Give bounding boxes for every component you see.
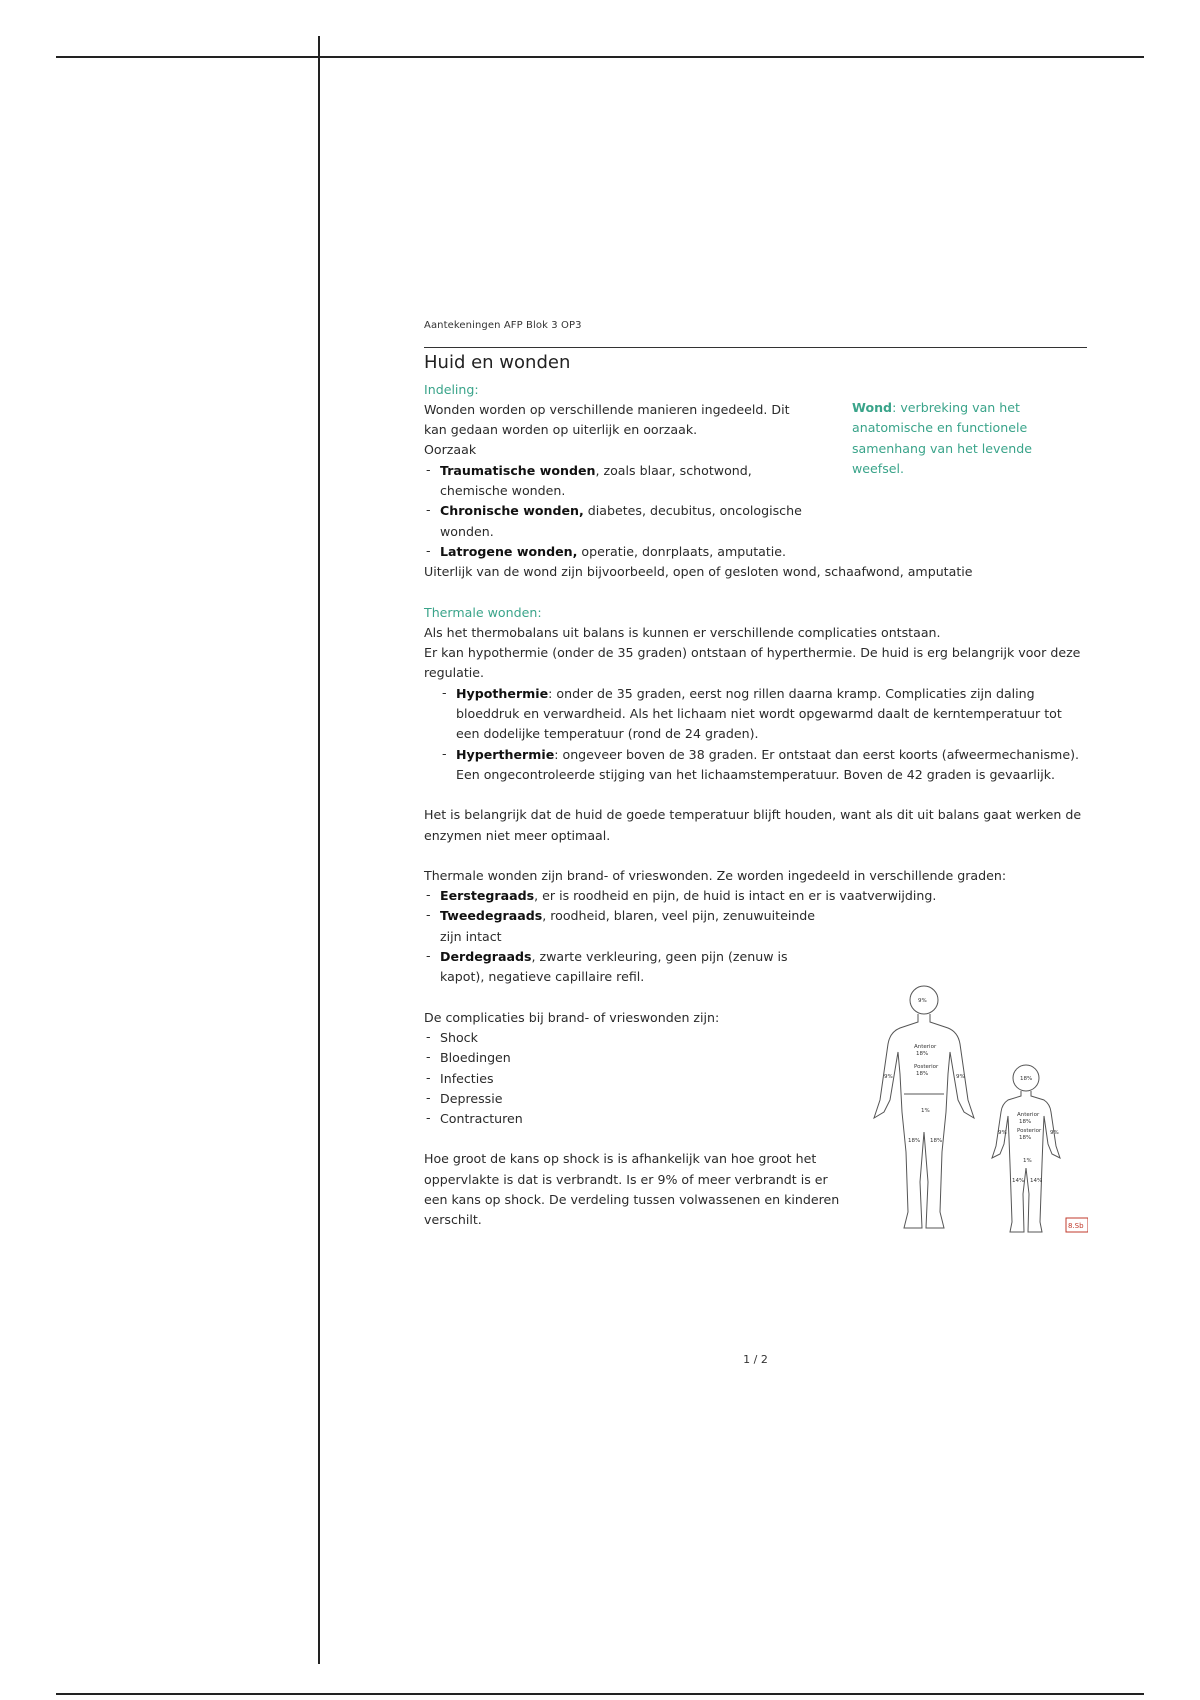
- definition-text: : verbreking van het anatomische en functionele samenhang van het levende weefsel.: [852, 400, 1032, 476]
- list-item: - Hyperthermie: ongeveer boven de 38 graden. Er ontstaat dan eerst koorts (afweermechanisme). Een ongecontroleerde stijging van het lichaamstemperatuur. Boven de 42 graden is gevaarlijk.: [424, 745, 1087, 786]
- adult-posterior-value: 18%: [916, 1071, 929, 1077]
- figure-badge-text: 8.Sb: [1068, 1222, 1084, 1230]
- list-item: - Traumatische wonden, zoals blaar, schotwond, chemische wonden.: [424, 461, 804, 502]
- child-leg-right-label: 14%: [1030, 1178, 1043, 1184]
- list-item: - Infecties: [424, 1069, 1087, 1089]
- child-anterior-label: Anterior: [1017, 1112, 1040, 1118]
- adult-anterior-label: Anterior: [914, 1044, 937, 1050]
- oorzaak-label: Oorzaak: [424, 442, 477, 458]
- adult-posterior-label: Posterior: [914, 1064, 939, 1070]
- thermale-paragraph-2: Er kan hypothermie (onder de 35 graden) ontstaan of hyperthermie. De huid is erg belangrijk voor deze regulatie.: [424, 645, 1081, 681]
- adult-arm-right-label: 9%: [956, 1074, 965, 1080]
- oorzaak-list: [424, 461, 804, 562]
- list-item: - Latrogene wonden, operatie, donrplaats, amputatie.: [424, 542, 804, 562]
- list-item: - Tweedegraads, roodheid, blaren, veel pijn, zenuwuiteinde zijn intact: [424, 906, 838, 947]
- definition-term: Wond: [852, 400, 893, 415]
- child-groin-label: 1%: [1023, 1158, 1032, 1164]
- list-item: - Eerstegraads, er is roodheid en pijn, de huid is intact en er is vaatverwijding.: [424, 886, 1087, 906]
- definition-box: [852, 398, 1062, 479]
- list-item: - Contracturen: [424, 1109, 1087, 1129]
- adult-groin-label: 1%: [921, 1108, 930, 1114]
- list-item: - Hypothermie: onder de 35 graden, eerst nog rillen daarna kramp. Complicaties zijn daling bloeddruk en verwardheid. Als het lichaam niet wordt opgewarmd daalt de kerntemperatuur tot een dodelijke temperatuur (rond de 24 graden).: [424, 684, 1087, 745]
- burn-percentage-body-figure: [860, 982, 1088, 1246]
- graden-list: [424, 886, 1087, 987]
- complicaties-intro: De complicaties bij brand- of vrieswonden zijn:: [424, 1009, 720, 1025]
- adult-head-label: 9%: [918, 998, 927, 1004]
- child-leg-left-label: 14%: [1012, 1178, 1025, 1184]
- list-item: - Depressie: [424, 1089, 1087, 1109]
- document-page: [424, 316, 1087, 1366]
- list-item: - Shock: [424, 1028, 1087, 1048]
- indeling-intro: Wonden worden op verschillende manieren ingedeeld. Dit kan gedaan worden op uiterlijk en oorzaak.: [424, 401, 790, 438]
- top-rule: [56, 56, 1144, 58]
- list-item: - Bloedingen: [424, 1048, 1087, 1068]
- list-item: - Chronische wonden, diabetes, decubitus, oncologische wonden.: [424, 501, 804, 542]
- child-arm-right-label: 9%: [1050, 1130, 1059, 1136]
- thermale-paragraph-5: Hoe groot de kans op shock is is afhankelijk van hoe groot het oppervlakte is dat is verbrandt. Is er 9% of meer verbrandt is er een kans op shock. De verdeling tussen volwassenen en kinderen verschilt.: [424, 1151, 840, 1228]
- page-title: Huid en wonden: [424, 352, 571, 374]
- left-margin-rule: [318, 36, 320, 1664]
- adult-anterior-value: 18%: [916, 1051, 929, 1057]
- adult-leg-left-label: 18%: [908, 1138, 921, 1144]
- thermie-list: [424, 684, 1087, 785]
- indeling-heading: Indeling:: [424, 381, 479, 397]
- page-number: 1 / 2: [743, 1353, 768, 1366]
- adult-leg-right-label: 18%: [930, 1138, 943, 1144]
- list-item: - Derdegraads, zwarte verkleuring, geen pijn (zenuw is kapot), negatieve capillaire refil.: [424, 947, 808, 988]
- thermale-paragraph-1: Als het thermobalans uit balans is kunnen er verschillende complicaties ontstaan.: [424, 624, 941, 640]
- thermale-paragraph-4: Thermale wonden zijn brand- of vrieswonden. Ze worden ingedeeld in verschillende graden:: [424, 867, 1007, 883]
- child-anterior-value: 18%: [1019, 1119, 1032, 1125]
- child-posterior-label: Posterior: [1017, 1128, 1042, 1134]
- child-head-label: 18%: [1020, 1076, 1033, 1082]
- child-arm-left-label: 9%: [998, 1130, 1007, 1136]
- thermale-heading: Thermale wonden:: [424, 604, 542, 620]
- child-posterior-value: 18%: [1019, 1135, 1032, 1141]
- title-rule: [424, 347, 1087, 348]
- bottom-rule: [56, 1693, 1144, 1695]
- uiterlijk-text: Uiterlijk van de wond zijn bijvoorbeeld, open of gesloten wond, schaafwond, amputatie: [424, 564, 973, 580]
- thermale-paragraph-3: Het is belangrijk dat de huid de goede temperatuur blijft houden, want als dit uit balans gaat werken de enzymen niet meer optimaal.: [424, 807, 1082, 843]
- running-head: Aantekeningen AFP Blok 3 OP3: [424, 320, 582, 331]
- adult-arm-left-label: 9%: [884, 1074, 893, 1080]
